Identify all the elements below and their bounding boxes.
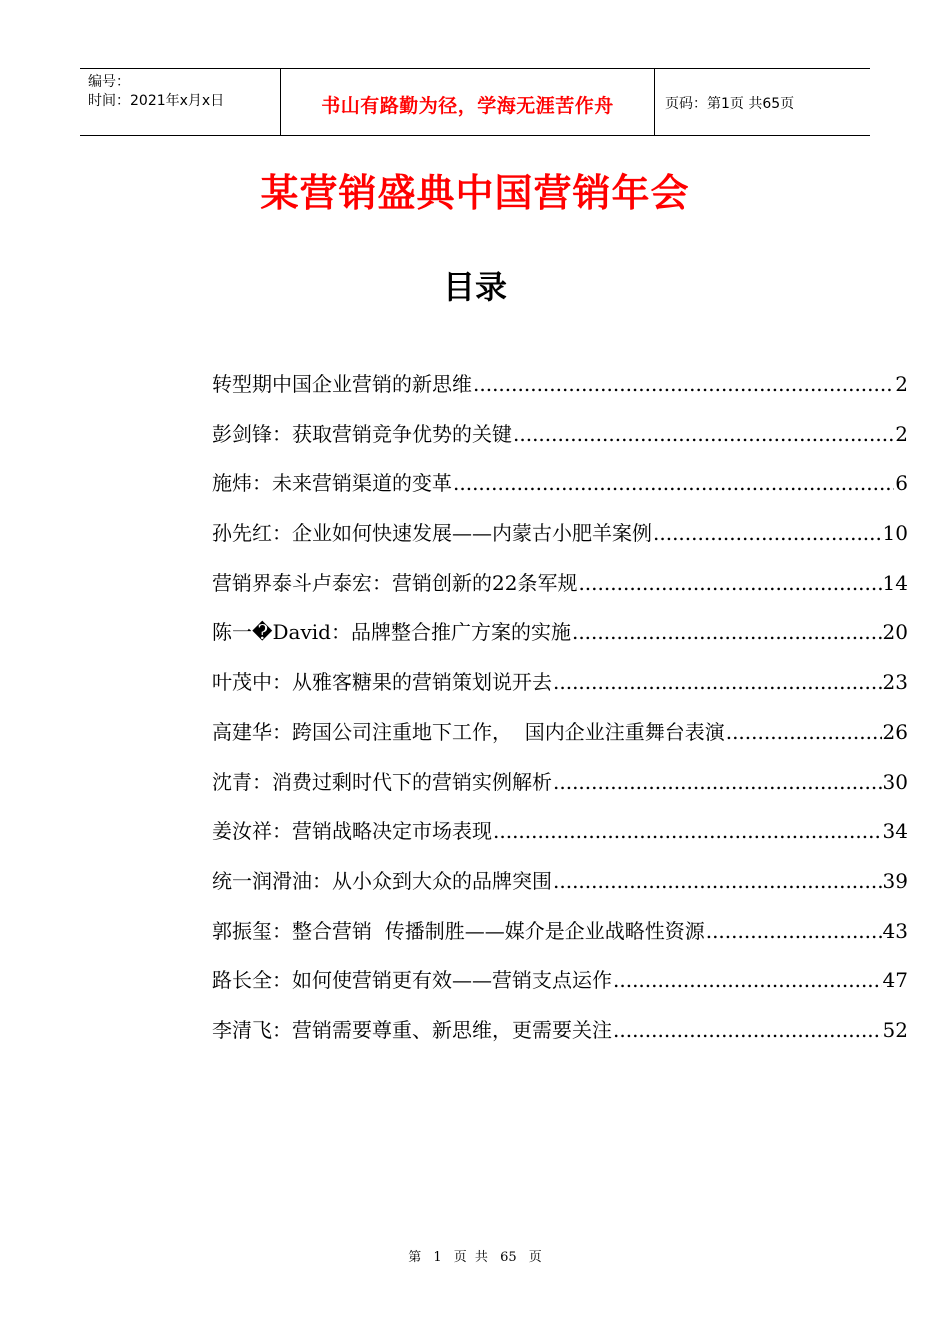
toc-leader-dots	[513, 416, 894, 452]
toc-entry-text: 路长全：如何使营销更有效——营销支点运作	[212, 968, 612, 993]
toc-entry-text: 施炜：未来营销渠道的变革	[212, 471, 452, 496]
toc-leader-dots	[572, 614, 882, 650]
toc-entry[interactable]	[212, 714, 908, 764]
toc-entry-text: 营销界泰斗卢泰宏：营销创新的22条军规	[212, 570, 578, 595]
toc-leader-dots	[553, 863, 882, 899]
toc-entry[interactable]	[212, 515, 908, 565]
toc-entry-text: 陈一�David：品牌整合推广方案的实施	[212, 620, 571, 645]
toc-entry[interactable]	[212, 614, 908, 664]
toc-entry[interactable]	[212, 764, 908, 814]
toc-entry-page: 20	[882, 620, 908, 645]
toc-leader-dots	[613, 962, 882, 998]
toc-entry-page: 43	[882, 918, 908, 943]
toc-leader-dots	[706, 913, 882, 949]
toc-entry[interactable]	[212, 962, 908, 1012]
toc-entry-page: 2	[895, 372, 908, 396]
toc-entry-page: 47	[882, 968, 908, 993]
toc-entry[interactable]	[212, 565, 908, 615]
toc-entry-page: 10	[882, 521, 908, 546]
footer-suffix: 页	[528, 1250, 542, 1265]
toc-entry-text: 统一润滑油：从小众到大众的品牌突围	[212, 868, 552, 893]
toc-entry-page: 6	[895, 471, 908, 496]
toc-leader-dots	[613, 1012, 882, 1048]
toc-entry-text: 高建华：跨国公司注重地下工作， 国内企业注重舞台表演	[212, 719, 725, 744]
header-motto-cell	[281, 69, 655, 135]
toc-entry[interactable]	[212, 863, 908, 913]
date-label: 时间：2021年x月x日	[88, 93, 225, 109]
header-page-cell	[655, 69, 870, 135]
toc-entry-page: 2	[895, 421, 908, 446]
header-meta-cell	[80, 69, 281, 135]
toc-entry-page: 34	[882, 819, 908, 844]
toc-entry-page: 26	[882, 719, 908, 744]
toc-entry-text: 沈青：消费过剩时代下的营销实例解析	[212, 769, 552, 794]
motto-text: 书山有路勤为径，学海无涯苦作舟	[321, 94, 614, 117]
footer-prefix: 第	[408, 1250, 422, 1265]
toc-leader-dots	[453, 465, 894, 501]
toc-leader-dots	[578, 565, 881, 601]
toc-list	[212, 366, 908, 1062]
toc-entry-text: 郭振玺：整合营销 传播制胜——媒介是企业战略性资源	[212, 918, 705, 943]
footer-mid: 页 共	[453, 1250, 488, 1265]
toc-entry-page: 52	[882, 1017, 908, 1042]
serial-label: 编号：	[88, 74, 130, 90]
page-info: 页码：第1页 共65页	[665, 96, 795, 112]
toc-leader-dots	[653, 515, 882, 551]
toc-entry[interactable]	[212, 813, 908, 863]
toc-entry-page: 39	[882, 868, 908, 893]
toc-entry-text: 姜汝祥：营销战略决定市场表现	[212, 819, 492, 844]
toc-leader-dots	[493, 813, 882, 849]
toc-entry[interactable]	[212, 1012, 908, 1062]
toc-heading: 目录	[442, 268, 507, 306]
toc-entry-text: 彭剑锋：获取营销竞争优势的关键	[212, 421, 512, 446]
toc-leader-dots	[726, 714, 882, 750]
toc-entry-page: 23	[882, 670, 908, 695]
toc-entry[interactable]	[212, 465, 908, 515]
toc-entry[interactable]	[212, 664, 908, 714]
toc-entry-page: 14	[882, 570, 908, 595]
toc-entry-text: 李清飞：营销需要尊重、新思维，更需要关注	[212, 1017, 612, 1042]
document-title: 某营销盛典中国营销年会	[260, 171, 690, 215]
toc-leader-dots	[553, 664, 882, 700]
toc-leader-dots	[473, 366, 894, 402]
toc-entry-text: 叶茂中：从雅客糖果的营销策划说开去	[212, 670, 552, 695]
footer-total-pages: 65	[500, 1250, 517, 1265]
toc-leader-dots	[553, 764, 882, 800]
toc-entry-text: 转型期中国企业营销的新思维	[212, 372, 472, 396]
toc-entry[interactable]	[212, 913, 908, 963]
toc-entry-page: 30	[882, 769, 908, 794]
toc-entry[interactable]	[212, 366, 908, 416]
page-footer	[0, 1246, 950, 1265]
toc-entry-text: 孙先红：企业如何快速发展——内蒙古小肥羊案例	[212, 521, 652, 546]
header-table	[80, 68, 870, 136]
footer-current-page: 1	[433, 1250, 442, 1265]
toc-entry[interactable]	[212, 416, 908, 466]
